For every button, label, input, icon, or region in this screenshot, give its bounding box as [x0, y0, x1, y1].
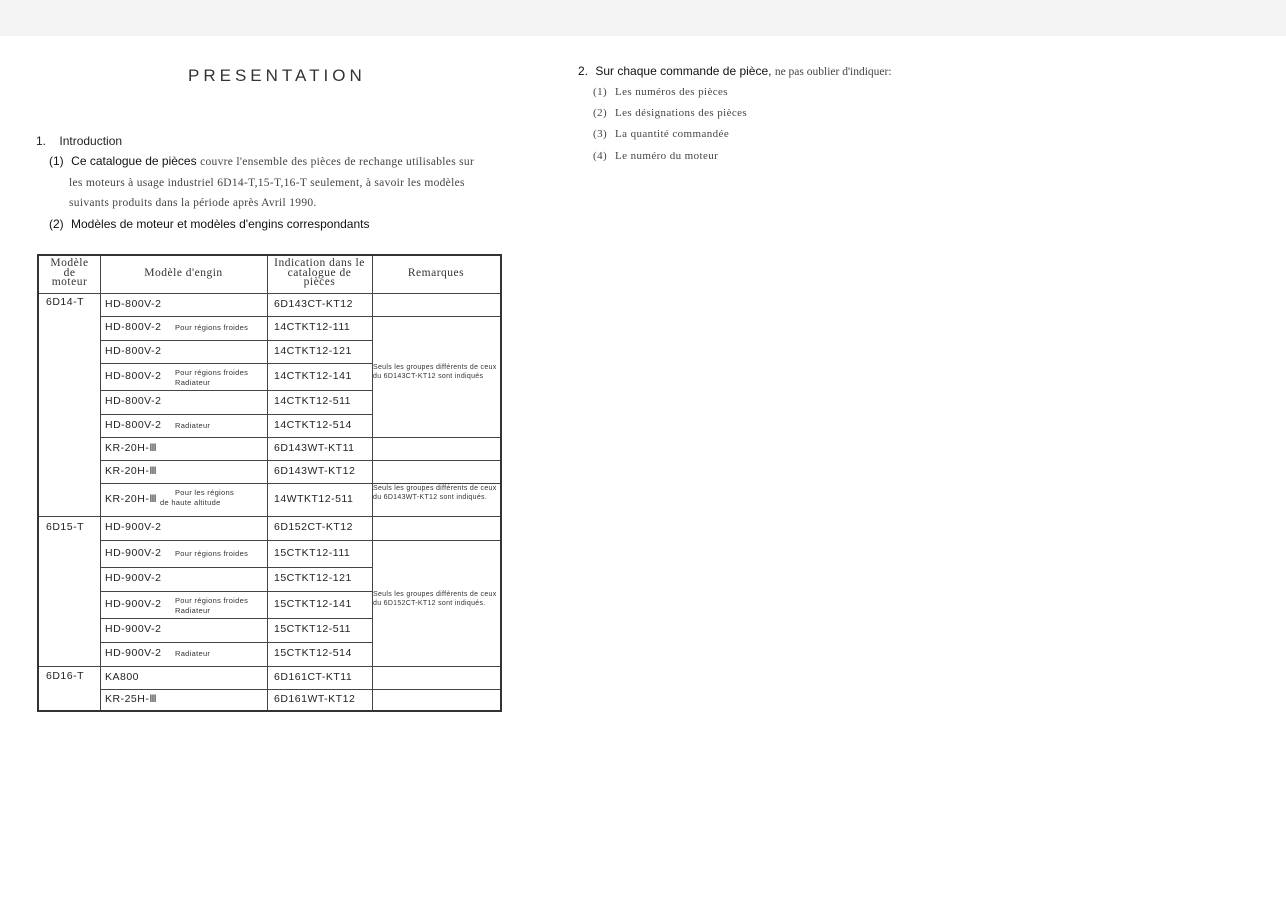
catalog-indication: 6D143CT-KT12: [274, 298, 353, 310]
order-item-number: (3): [593, 128, 608, 140]
order-item: [593, 150, 718, 162]
scan-top-band: [0, 0, 1286, 36]
header-catalog-indication: Indication dans le catalogue de pièces: [274, 257, 365, 288]
table-h-line: [39, 666, 500, 667]
machine-model: HD-900V-2: [105, 572, 162, 584]
remark-6d143wt: Seuls les groupes différents de ceux du 6D143WT-KT12 sont indiqués.: [373, 485, 497, 501]
catalog-indication: 6D143WT-KT12: [274, 465, 356, 477]
catalog-indication: 15CTKT12-111: [274, 547, 351, 559]
paragraph-1-lead: Ce catalogue de pièces: [71, 154, 197, 168]
machine-model: HD-900V-2: [105, 647, 162, 659]
table-h-line: [100, 437, 372, 438]
catalog-indication: 14CTKT12-141: [274, 370, 352, 382]
table-h-line: [372, 437, 500, 438]
remark-6d152ct: Seuls les groupes différents de ceux du 6D152CT-KT12 sont indiqués.: [373, 591, 497, 607]
catalog-indication: 14CTKT12-121: [274, 345, 352, 357]
section2-number: 2.: [578, 64, 589, 78]
catalog-indication: 15CTKT12-121: [274, 572, 352, 584]
order-item-text: Les numéros des pièces: [615, 86, 728, 98]
engine-model-table: [37, 254, 502, 712]
order-item: [593, 107, 747, 119]
machine-model: HD-900V-2: [105, 623, 162, 635]
machine-note: Pour régions froides: [175, 323, 249, 332]
paragraph-1-text: couvre l'ensemble des pièces de rechange utilisables sur: [200, 156, 475, 168]
paragraph-1-line-2: les moteurs à usage industriel 6D14-T,15-T,16-T seulement, à savoir les modèles: [69, 177, 465, 189]
section2-lead: Sur chaque commande de pièce,: [595, 64, 772, 78]
machine-model: HD-900V-2: [105, 521, 162, 533]
catalog-indication: 14CTKT12-111: [274, 321, 351, 333]
table-h-line: [100, 540, 372, 541]
catalog-indication: 6D143WT-KT11: [274, 442, 355, 454]
catalog-indication: 6D161CT-KT11: [274, 671, 353, 683]
order-item-text: La quantité commandée: [615, 128, 730, 140]
catalog-indication: 15CTKT12-141: [274, 598, 352, 610]
machine-model: HD-800V-2: [105, 321, 162, 333]
machine-note: Radiateur: [175, 421, 211, 430]
catalog-indication: 6D161WT-KT12: [274, 693, 356, 705]
table-h-line: [372, 540, 500, 541]
table-h-line: [100, 460, 372, 461]
table-h-line: [100, 483, 372, 484]
page-title: PRESENTATION: [188, 66, 366, 85]
table-h-line: [100, 363, 372, 364]
order-item-number: (1): [593, 86, 608, 98]
machine-model: HD-800V-2: [105, 345, 162, 357]
machine-model: HD-800V-2: [105, 395, 162, 407]
machine-model: HD-800V-2: [105, 370, 162, 382]
catalog-indication: 14WTKT12-511: [274, 493, 354, 505]
machine-model: HD-800V-2: [105, 298, 162, 310]
table-h-line: [100, 567, 372, 568]
machine-note: Pour régions froides: [175, 549, 249, 558]
engine-6d16t: 6D16-T: [46, 670, 85, 682]
machine-model: HD-800V-2: [105, 419, 162, 431]
machine-note-2: Radiateur: [175, 606, 211, 615]
section1-number: 1.: [36, 134, 47, 148]
order-item: [593, 128, 729, 140]
catalog-indication: 15CTKT12-511: [274, 623, 352, 635]
table-h-line: [100, 414, 372, 415]
machine-model: KR-25H-Ⅲ: [105, 693, 158, 705]
section1-heading: [36, 134, 122, 148]
catalog-indication: 14CTKT12-511: [274, 395, 352, 407]
machine-note: Pour régions froides: [175, 368, 249, 377]
table-h-line: [100, 340, 372, 341]
order-item-number: (2): [593, 107, 608, 119]
table-h-line: [100, 316, 372, 317]
table-h-line: [39, 516, 500, 517]
order-item-number: (4): [593, 150, 608, 162]
remark-6d143ct: Seuls les groupes différents de ceux du 6D143CT-KT12 sont indiqués: [373, 364, 497, 380]
machine-model: KA800: [105, 671, 140, 683]
header-machine-model: Modèle d'engin: [144, 267, 223, 279]
paragraph-2-text: Modèles de moteur et modèles d'engins correspondants: [71, 217, 370, 231]
header-engine-model: Modèle de moteur: [50, 257, 89, 288]
table-h-line: [100, 618, 372, 619]
order-item: [593, 86, 728, 98]
machine-model: KR-20H-Ⅲ: [105, 442, 158, 454]
header-remarks: Remarques: [407, 267, 465, 279]
paragraph-2: [49, 217, 369, 231]
engine-6d14t: 6D14-T: [46, 296, 85, 308]
paragraph-2-number: (2): [49, 217, 64, 231]
table-h-line: [372, 316, 500, 317]
paragraph-1-line-3: suivants produits dans la période après Avril 1990.: [69, 197, 317, 209]
machine-model: KR-20H-Ⅲ: [105, 465, 158, 477]
machine-note: Pour les régions: [175, 488, 234, 497]
section1-title: Introduction: [59, 134, 123, 148]
table-h-line: [100, 689, 372, 690]
engine-6d15t: 6D15-T: [46, 521, 85, 533]
catalog-indication: 14CTKT12-514: [274, 419, 352, 431]
machine-model: HD-900V-2: [105, 547, 162, 559]
paragraph-1-number: (1): [49, 154, 64, 168]
table-h-line: [372, 460, 500, 461]
machine-note-2: Radiateur: [175, 378, 211, 387]
catalog-indication: 15CTKT12-514: [274, 647, 352, 659]
table-h-line: [100, 390, 372, 391]
machine-model: KR-20H-Ⅲ: [105, 493, 158, 505]
machine-note-2: de haute altitude: [160, 498, 221, 507]
table-h-line: [100, 591, 372, 592]
machine-note: Pour régions froides: [175, 596, 249, 605]
machine-model: HD-900V-2: [105, 598, 162, 610]
section2-rest: ne pas oublier d'indiquer:: [774, 66, 892, 78]
paragraph-1-line-1: [49, 154, 474, 168]
table-h-line: [39, 293, 500, 294]
table-h-line: [372, 689, 500, 690]
section2-heading: [578, 64, 892, 78]
catalog-indication: 6D152CT-KT12: [274, 521, 353, 533]
table-h-line: [100, 642, 372, 643]
table-h-line: [372, 483, 500, 484]
order-item-text: Les désignations des pièces: [615, 107, 748, 119]
machine-note: Radiateur: [175, 649, 211, 658]
order-item-text: Le numéro du moteur: [615, 150, 719, 162]
